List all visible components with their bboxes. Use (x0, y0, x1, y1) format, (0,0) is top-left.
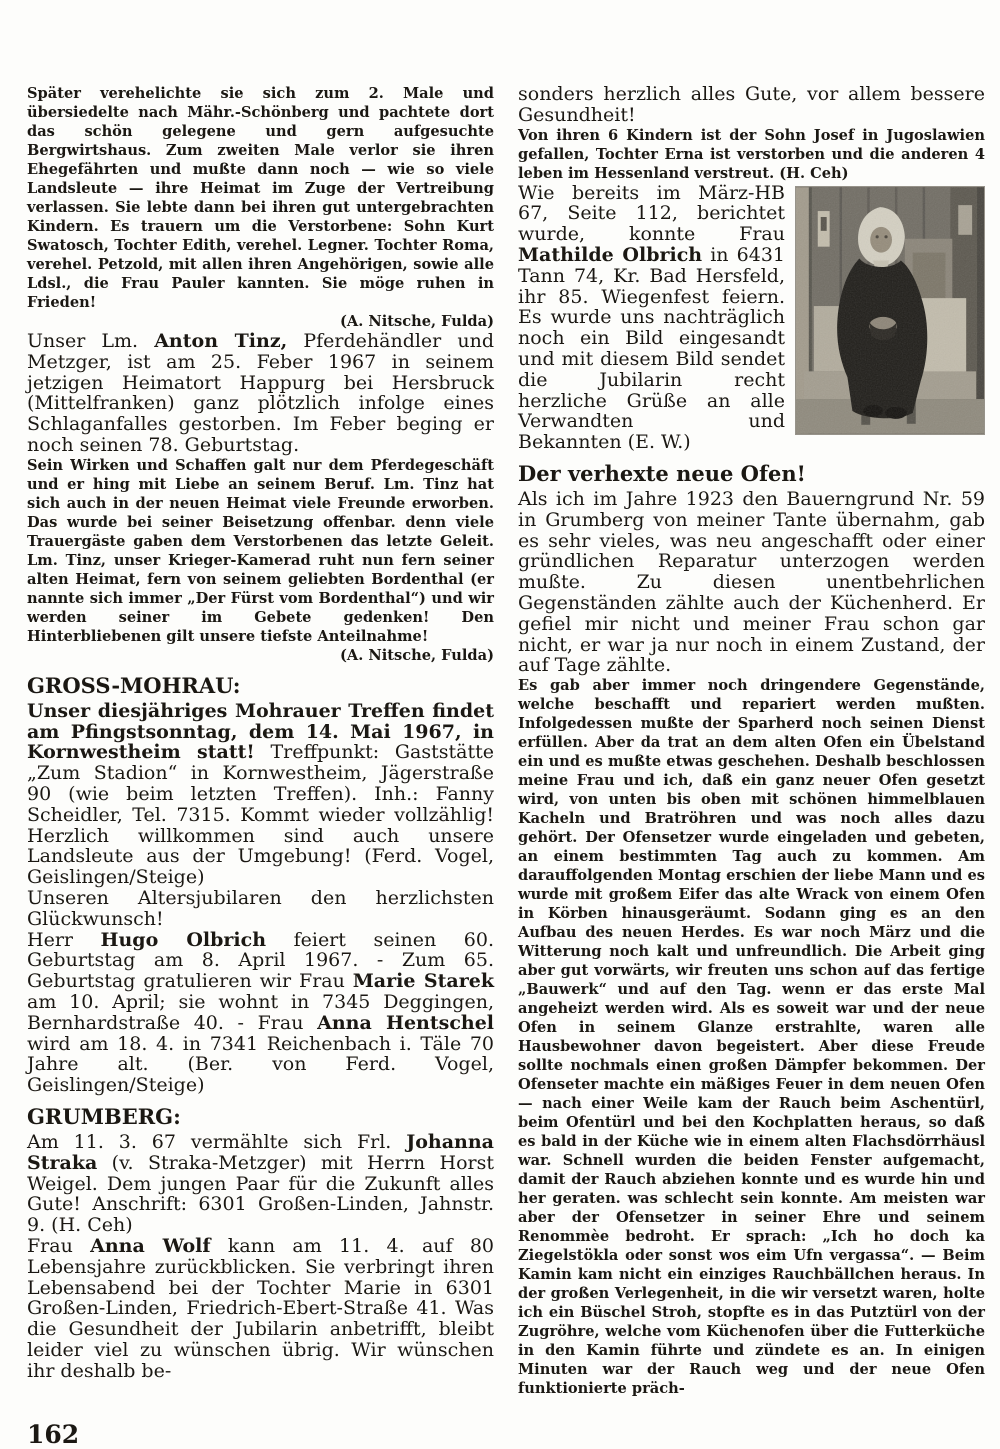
birthday-congratulations (27, 930, 494, 1096)
bold-name-text: Hugo Olbrich (100, 928, 267, 951)
body-text: Sein Wirken und Schaffen galt nur dem Pferdegeschäft und er hing mit Liebe an seinem Beruf. Lm. Tinz hat sich auch in der neuen Heimat viele Freunde erworben. Das wurde bei seiner Beisetzung offenbar. denn viele Trauergäste gaben dem Verstorbenen das letzte Geleit. Lm. Tinz, unser Krieger-Kamerad ruht nun fern seiner alten Heimat, fern von seinem geliebten Bordenthal (er nannte sich immer „Der Fürst vom Bordenthal“) und wir werden seiner im Gebete gedenken! Den Hinterbliebenen gilt unsere tiefste Anteilnahme! (27, 456, 494, 645)
grumberg-heading (27, 1103, 494, 1130)
body-text: Von ihren 6 Kindern ist der Sohn Josef in Jugoslawien gefallen, Tochter Erna ist verstorben und die anderen 4 leben im Hessenland verstreut. (H. Ceh) (518, 126, 985, 182)
body-text: GRUMBERG: (27, 1103, 181, 1129)
body-text: Treffpunkt: Gaststätte „Zum Stadion“ in Kornwestheim, Jägerstraße 90 (wie beim letzten Treffen). Inh.: Fanny Scheidler, Tel. 7315. Kommt wieder vollzählig! Herzlich willkommen sind auch unsere Landsleute aus der Umgebung! (Ferd. Vogel, Geislingen/Steige) (27, 741, 495, 889)
body-text: Der verhexte neue Ofen! (518, 460, 806, 486)
left-column (27, 84, 494, 1398)
body-text: (A. Nitsche, Fulda) (340, 313, 494, 330)
body-text: (A. Nitsche, Fulda) (340, 646, 494, 664)
verhexter-ofen-intro (518, 489, 985, 676)
anton-tinz-obituary-text (27, 456, 494, 646)
bold-name-text: Mathilde Olbrich (518, 243, 703, 266)
body-text: Am 11. 3. 67 vermählte sich Frl. (27, 1130, 407, 1153)
body-text: wird am 18. 4. in 7341 Reichenbach i. Täle 70 Jahre alt. (Ber. von Ferd. Vogel, Geislingen/Steige) (27, 1032, 494, 1097)
body-text: am 10. April; sie wohnt in 7345 Deggingen, Bernhardstraße 40. - Frau (27, 990, 494, 1034)
right-column-top-blocks (518, 84, 985, 183)
body-text: sonders herzlich alles Gute, vor allem bessere Gesundheit! (518, 83, 985, 126)
right-column (518, 84, 985, 1398)
bold-name-text: Unser diesjähriges Mohrauer Treffen findet am Pfingstsonntag, dem 14. Mai 1967, in Kornwestheim statt! (27, 699, 494, 764)
right-column-bottom-blocks (518, 460, 985, 1398)
page-number: 162 (27, 1420, 80, 1449)
body-text: Unseren Altersjubilaren den herzlichsten Glückwunsch! (27, 886, 494, 930)
mohrauer-treffen-announcement (27, 701, 494, 888)
bold-name-text: Anna Hentschel (317, 1011, 495, 1034)
anna-wolf-family-note (518, 126, 985, 183)
altersjubilare-intro (27, 888, 494, 930)
verhexter-ofen-story (518, 676, 985, 1398)
body-text: Wie bereits im März-HB 67, Seite 112, berichtet wurde, konnte Frau (518, 181, 785, 246)
gross-mohrau-heading (27, 672, 494, 699)
bold-name-text: Anna Wolf (90, 1234, 211, 1257)
body-text: kann am 11. 4. auf 80 Lebensjahre zurückblicken. Sie verbringt ihren Lebensabend bei der Tochter Marie in 6301 Großen-Linden, Friedrich-Ebert-Straße 41. Was die Gesundheit der Jubilarin anbetrifft, bleibt leider viel zu wünschen übrig. Wir wünschen ihr deshalb be- (27, 1234, 495, 1382)
signature-nitsche-2 (27, 646, 494, 665)
bold-name-text: Marie Starek (352, 970, 494, 993)
verhexter-ofen-heading (518, 460, 985, 487)
body-text: feiert seinen 60. Geburtstag am 8. April 1967. - Zum 65. Geburtstag gratulieren wir Frau (27, 928, 494, 993)
anna-wolf-continued (518, 84, 985, 126)
body-text: Pferdehändler und Metzger, ist am 25. Feber 1967 in seinem jetzigen Heimatort Happurg bei Hersbruck (Mittelfranken) ganz plötzlich infolge eines Schlaganfalles gestorben. Im Feber beging er noch seinen 78. Geburtstag. (27, 330, 494, 456)
portrait-photo (795, 186, 985, 435)
body-text: Als ich im Jahre 1923 den Bauerngrund Nr. 59 in Grumberg von meiner Tante übernahm, gab es sehr vieles, was neu angeschafft oder einer gründlichen Reparatur unterzogen werden mußte. Zu diesen unentbehrlichen Gegenständen zählte auch der Küchenherd. Er gefiel mir nicht und meiner Frau schon gar nicht, er war ja nur noch in einem Zustand, der auf Tage zählte. (518, 487, 985, 677)
body-text: Frau (27, 1234, 91, 1257)
bold-name-text: Johanna Straka (27, 1130, 494, 1174)
frau-pauler-obituary-text (27, 84, 494, 312)
signature-nitsche-1 (27, 312, 494, 331)
body-text: Später verehelichte sie sich zum 2. Male und übersiedelte nach Mähr.-Schönberg und pachtete dort das schön gelegene und gern aufgesuchte Bergwirtshaus. Zum zweiten Male verlor sie ihren Ehegefährten und mußte dann noch — wie so viele Landsleute — ihre Heimat im Zuge der Vertreibung verlassen. Sie lebte dann bei ihren gut untergebrachten Kindern. Es trauern um die Verstorbene: Sohn Kurt Swatosch, Tochter Edith, verehel. Legner. Tochter Roma, verehel. Petzold, mit allen ihren Angehörigen, sowie alle Ldsl., die Frau Pauler kannten. Sie möge ruhen in Frieden! (27, 85, 494, 311)
body-text: Herr (27, 928, 101, 951)
bold-name-text: Anton Tinz, (154, 330, 288, 352)
mathilde-olbrich-photo-section (518, 183, 985, 453)
body-text: Unser Lm. (27, 330, 155, 352)
body-text: (v. Straka-Metzger) mit Herrn Horst Weigel. Dem jungen Paar für die Zukunft alles Gute! Anschrift: 6301 Großen-Linden, Jahnstr. 9. (H. Ceh) (27, 1151, 494, 1237)
anna-wolf-birthday (27, 1236, 494, 1382)
anton-tinz-obituary-lead (27, 331, 494, 456)
portrait-photo-illustration (796, 187, 984, 434)
body-text: in 6431 Tann 74, Kr. Bad Hersfeld, ihr 85. Wiegenfest feiern. Es wurde uns nachträglich noch ein Bild eingesandt und mit diesem Bild sendet die Jubilarin recht herzliche Grüße an alle Verwandten und Bekannten (E. W.) (518, 243, 786, 454)
body-text: Es gab aber immer noch dringendere Gegenstände, welche beschafft und repariert werden mußten. Infolgedessen mußte der Sparherd noch seinen Dienst erfüllen. Aber da trat an dem alten Ofen ein Übelstand ein und es mußte etwas geschehen. Deshalb beschlossen meine Frau und ich, daß ein ganz neuer Ofen gesetzt wird, von unten bis oben mit schönen himmelblauen Kacheln und Bratröhren und was noch alles dazu gehört. Der Ofensetzer wurde eingeladen und gebeten, an einem bestimmten Tag auch zu kommen. Am darauffolgenden Montag erschien der liebe Mann und es wurde mit großem Eifer das alte Wrack von einem Ofen in Körben hinausgeräumt. Sodann ging es an den Aufbau des neuen Herdes. Es war noch März und die Witterung noch kalt und unfreundlich. Die Arbeit ging aber gut vorwärts, wir freuten uns schon auf das fertige „Bauwerk“ und auf den Tag. wenn er das erste Mal angeheizt werden wird. Als es soweit war und der neue Ofen in seinem Glanze erstrahlte, waren alle Hausbewohner davon begeistert. Aber diese Freude sollte nochmals einen großen Dämpfer bekommen. Der Ofenseter machte ein mäßiges Feuer in dem neuen Ofen — nach einer Weile kam der Rauch beim Aschentürl, beim Ofentürl und bei den Kochplatten heraus, so daß es bald in der Küche wie in einem alten Flachsdörrhäusl war. Schnell wurden die beiden Fenster aufgemacht, damit der Rauch abziehen konnte und es wurde hin und her geraten. was schlecht sein konnte. Am meisten war aber der Ofensetzer in seiner Ehre und seinem Renommèe bedroht. Er sprach: „Ich ho doch ka Ziegelstökla oder sonst wos eim Ufn vergassa“. — Beim Kamin kam nicht ein einziges Rauchbällchen heraus. In der großen Verlegenheit, in die wir versetzt waren, holte ich ein Büschel Stroh, stopfte es in das Putztürl von der Zugröhre, welche vom Küchenofen über die Futterküche in den Kamin führte und zündete es an. In einigen Minuten war der Rauch weg und der neue Ofen funktionierte präch- (518, 677, 985, 1398)
body-text: GROSS-MOHRAU: (27, 672, 241, 698)
two-column-layout (27, 84, 985, 1398)
straka-weigel-wedding (27, 1132, 494, 1236)
